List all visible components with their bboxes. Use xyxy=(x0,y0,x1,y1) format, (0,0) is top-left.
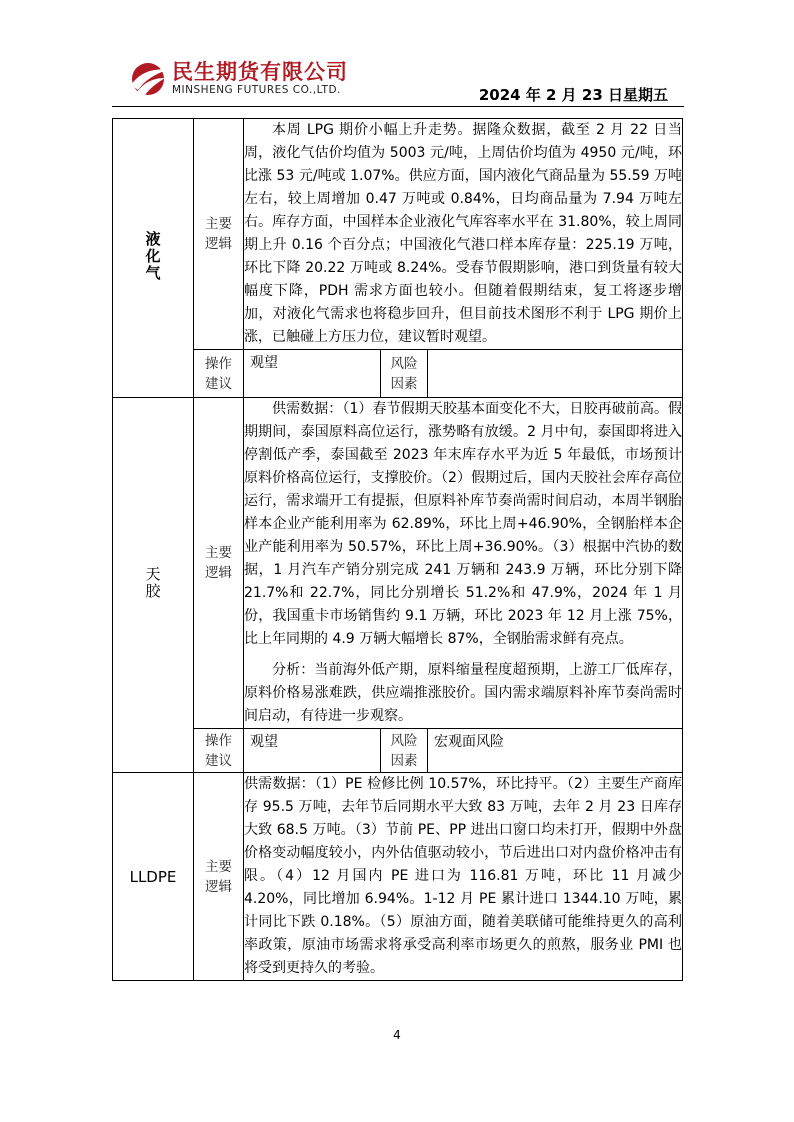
risk-factor-value xyxy=(428,350,683,398)
logic-paragraph: 本周 LPG 期价小幅上升走势。据隆众数据，截至 2 月 22 日当周，液化气估价均值为 5003 元/吨，上周估价均值为 4950 元/吨，环比涨 53 元/吨或 1.07%。供应方面，国内液化气商品量为 55.59 万吨左右，较上周增加 0.47 万吨或 0.84%，日均商品量为 7.94 万吨左右。库存方面，中国样本企业液化气库容率水平在 31.80%，较上周同期上升 0.16 个百分点；中国液化气港口样本库存量：225.19 万吨，环比下降 20.22 万吨或 8.24%。受春节假期影响，港口到货量有较大幅度下降，PDH 需求方面也较小。但随着假期结束，复工将逐步增加，对液化气需求也将稳步回升，但目前技术图形不利于 LPG 期价上涨，已触碰上方压力位，建议暂时观望。 xyxy=(244,122,683,345)
main-logic-label: 主要逻辑 xyxy=(194,119,244,350)
lpg-logic-text xyxy=(244,119,683,350)
logic-paragraph: 供需数据：（1）PE 检修比例 10.57%，环比持平。（2）主要生产商库存 95.5 万吨，去年节后同期水平大致 83 万吨，去年 2 月 23 日库存大致 68.5 万吨。（3）节前 PE、PP 进出口窗口均未打开，假期中外盘价格变动幅度较小，内外估值驱动较小，节后进出口对内盘价格冲击有限。（4）12 月国内 PE 进口为 116.81 万吨，环比 11 月减少 4.20%，同比增加 6.94%。1-12 月 PE 累计进口 1344.10 万吨，累计同比下跌 0.18%。（5）原油方面，随着美联储可能维持更久的高利率政策，原油市场需求将承受高利率市场更久的煎熬，服务业 PMI 也将受到更持久的考验。 xyxy=(244,776,683,976)
category-lpg: 液化气 xyxy=(113,119,194,398)
category-rubber: 天胶 xyxy=(113,398,194,773)
page-number: 4 xyxy=(393,1028,401,1042)
minsheng-logo-icon xyxy=(128,58,168,98)
operation-advice-label: 操作建议 xyxy=(194,729,244,773)
operation-advice-value: 观望 xyxy=(244,729,381,773)
lldpe-logic-text xyxy=(244,773,683,981)
logic-paragraph: 供需数据：（1）春节假期天胶基本面变化不大，日胶再破前高。假期期间，泰国原料高位运行，涨势略有放缓。2 月中旬，泰国即将进入停割低产季，泰国截至 2023 年末库存水平为近 5 年最低，市场预计原料价格高位运行，支撑胶价。（2）假期过后，国内天胶社会库存高位运行，需求端开工有提振，但原料补库节奏尚需时间启动，本周半钢胎样本企业产能利用率为 62.89%，环比上周+46.90%，全钢胎样本企业产能利用率为 50.57%，环比上周+36.90%。（3）根据中汽协的数据，1 月汽车产销分别完成 241 万辆和 243.9 万辆，环比分别下降 21.7%和 22.7%，同比分别增长 51.2%和 47.9%，2024 年 1 月份，我国重卡市场销售约 9.1 万辆，环比 2023 年 12 月上涨 75%，比上年同期的 4.9 万辆大幅增长 87%，全钢胎需求鲜有亮点。 xyxy=(244,401,683,647)
report-date: 2024 年 2 月 23 日星期五 xyxy=(478,86,668,104)
company-name-cn: 民生期货有限公司 xyxy=(172,60,348,84)
company-logo xyxy=(128,56,368,102)
main-logic-label: 主要逻辑 xyxy=(194,398,244,729)
category-lldpe: LLDPE xyxy=(113,773,194,981)
risk-factor-label: 风险因素 xyxy=(381,729,428,773)
lpg-operation-row xyxy=(113,350,683,398)
main-logic-label: 主要逻辑 xyxy=(194,773,244,981)
operation-advice-label: 操作建议 xyxy=(194,350,244,398)
logic-paragraph: 分析：当前海外低产期，原料缩量程度超预期，上游工厂低库存，原料价格易涨难跌，供应端推涨胶价。国内需求端原料补库节奏尚需时间启动，有待进一步观察。 xyxy=(244,662,683,724)
rubber-logic-row xyxy=(113,398,683,729)
risk-factor-label: 风险因素 xyxy=(381,350,428,398)
header-divider xyxy=(112,106,684,107)
rubber-logic-text xyxy=(244,398,683,729)
rubber-operation-row xyxy=(113,729,683,773)
lldpe-logic-row xyxy=(113,773,683,981)
operation-advice-value: 观望 xyxy=(244,350,381,398)
risk-factor-value: 宏观面风险 xyxy=(428,729,683,773)
commodity-analysis-table xyxy=(112,118,683,981)
company-name-en: MINSHENG FUTURES CO.,LTD. xyxy=(172,84,341,96)
lpg-logic-row xyxy=(113,119,683,350)
